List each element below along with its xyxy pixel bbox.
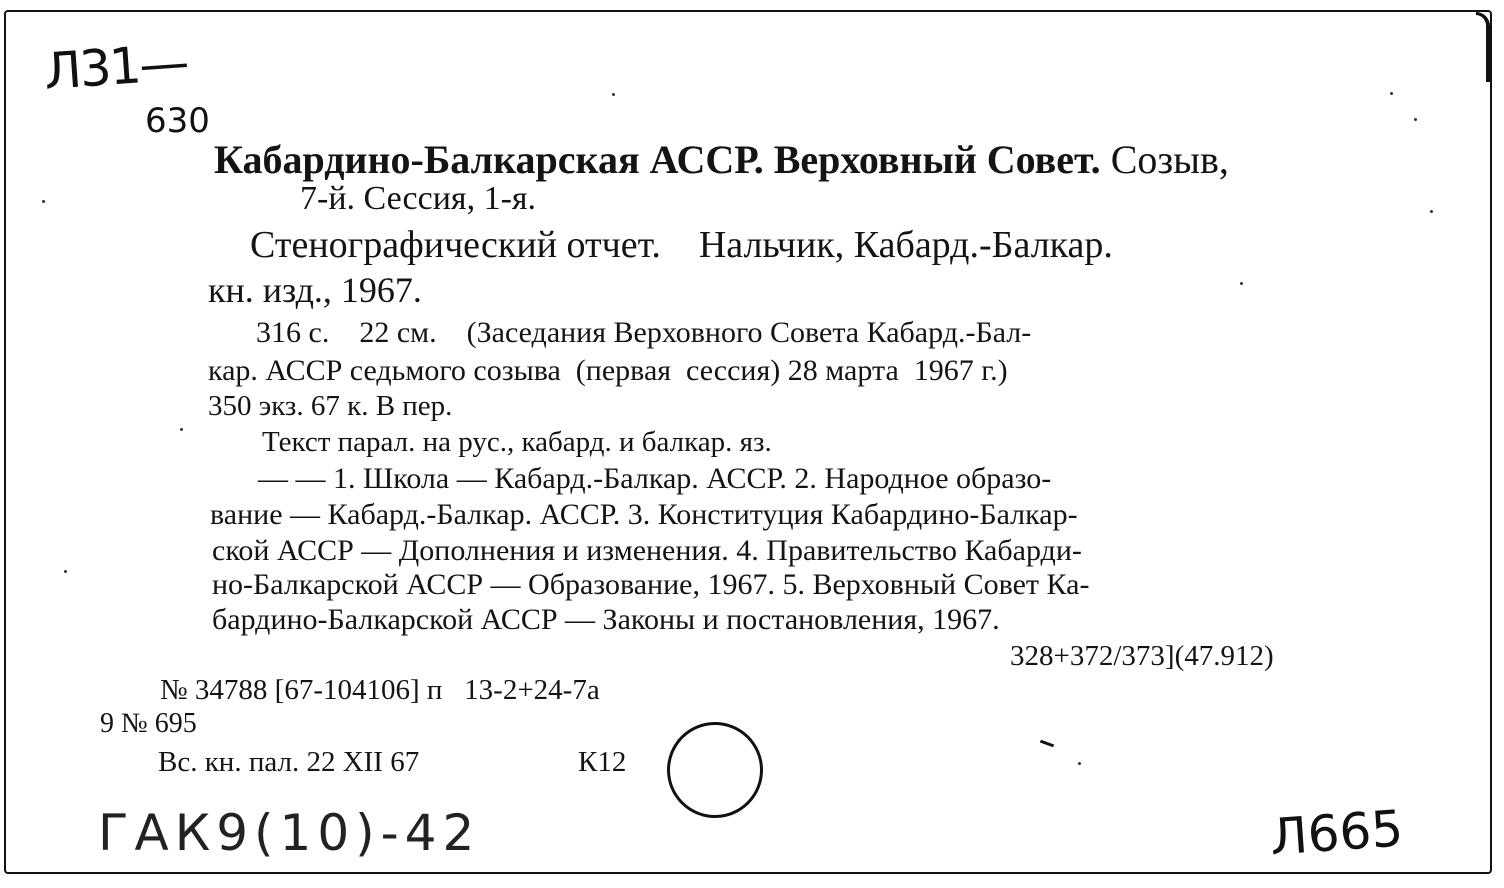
scan-speck <box>1240 282 1243 285</box>
heading-bold: Кабардино-Балкарская АССР. Верховный Совет. <box>214 137 1101 182</box>
subject-line-4: но-Балкарской АССР — Образование, 1967. 5. Верховный Совет Ка- <box>212 568 1090 601</box>
handwritten-bottom-left: ГАК9(10)-42 <box>98 804 481 862</box>
subject-line-1: — — 1. Школа — Кабард.-Балкар. АССР. 2. Народное образо- <box>258 462 1052 495</box>
title-line-1: Стенографический отчет. Нальчик, Кабард.-Балкар. <box>250 224 1113 266</box>
classification-index: 328+372/373](47.912) <box>1010 640 1274 672</box>
scan-speck <box>64 570 67 573</box>
scan-speck <box>1390 92 1393 95</box>
code: К12 <box>578 746 627 778</box>
language-note: Текст парал. на рус., кабард. и балкар. яз. <box>262 426 772 458</box>
scan-speck <box>42 200 45 203</box>
chamber-line: Вс. кн. пал. 22 XII 67 <box>158 746 420 778</box>
scan-speck <box>1430 210 1433 213</box>
scan-speck <box>612 93 615 96</box>
handwritten-bottom-right: Л665 <box>1268 799 1405 867</box>
description-line-3: 350 экз. 67 к. В пер. <box>208 390 453 422</box>
handwritten-call-number: Л31— <box>42 33 190 101</box>
title-line-2: кн. изд., 1967. <box>208 270 422 310</box>
heading-line-2: 7-й. Сессия, 1-я. <box>300 180 537 217</box>
heading-rest: Созыв, <box>1100 137 1229 182</box>
description-line-1: 316 с. 22 см. (Заседания Верховного Совета Кабард.-Бал- <box>256 316 1032 349</box>
subject-line-2: вание — Кабард.-Балкар. АССР. 3. Конституция Кабардино-Балкар- <box>210 498 1078 531</box>
subject-line-5: бардино-Балкарской АССР — Законы и постановления, 1967. <box>212 603 1000 636</box>
scan-speck <box>1414 118 1417 121</box>
description-line-2: кар. АССР седьмого созыва (первая сессия) 28 марта 1967 г.) <box>208 354 1008 387</box>
handwritten-call-number-sub: 630 <box>145 101 210 141</box>
record-number: № 34788 [67-104106] п 13-2+24-7а <box>160 674 600 706</box>
card-edge-curl <box>1476 12 1490 82</box>
scan-speck <box>180 428 183 431</box>
entry-heading <box>214 137 1229 182</box>
print-number: 9 № 695 <box>100 708 197 739</box>
subject-line-3: ской АССР — Дополнения и изменения. 4. Правительство Кабарди- <box>212 534 1082 567</box>
scan-speck <box>1078 762 1081 765</box>
